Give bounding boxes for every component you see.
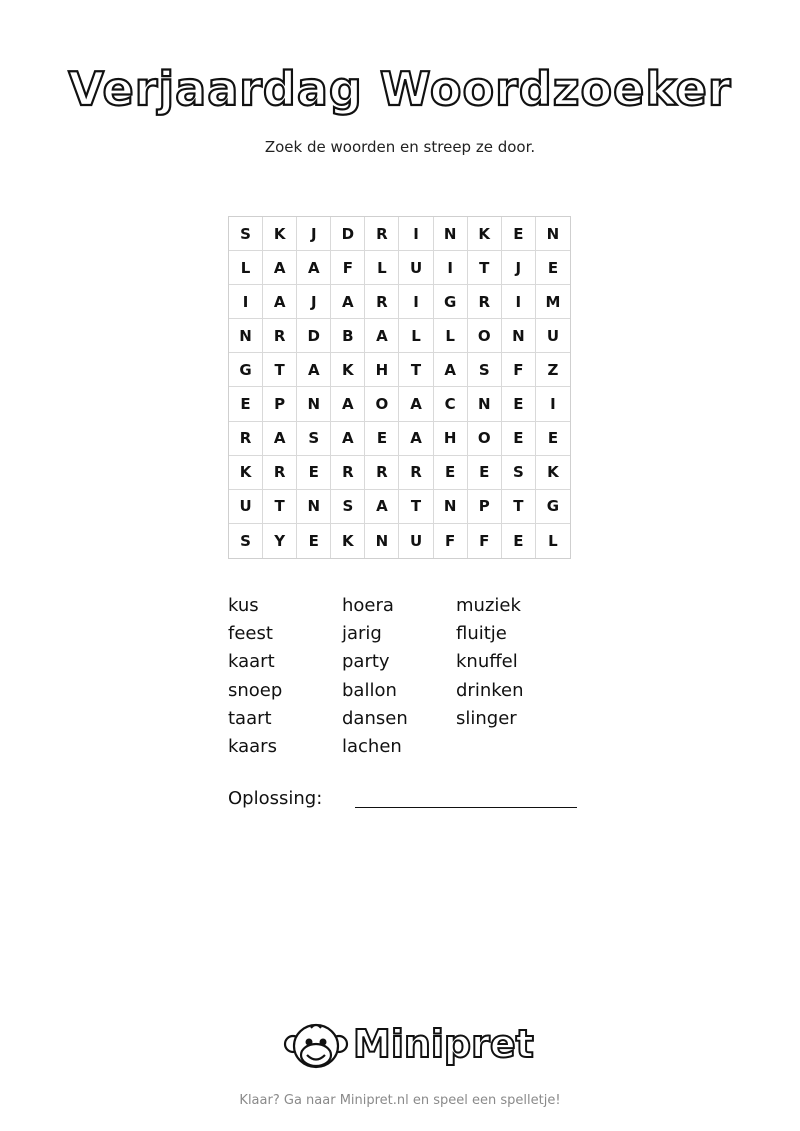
grid-cell: A (399, 387, 433, 421)
grid-cell: S (229, 524, 263, 558)
grid-cell: P (468, 490, 502, 524)
grid-cell: S (502, 456, 536, 490)
grid-cell: E (297, 524, 331, 558)
word-item: kaars (228, 736, 277, 758)
grid-cell: A (263, 251, 297, 285)
word-list (228, 592, 588, 761)
word-item: jarig (342, 623, 382, 645)
grid-cell: L (548, 531, 558, 550)
grid-cell: N (297, 490, 331, 524)
grid-cell: F (468, 524, 502, 558)
grid-cell: L (434, 319, 468, 353)
word-item: hoera (342, 595, 394, 616)
grid-cell: T (263, 490, 297, 524)
grid-cell: S (229, 217, 263, 251)
grid-cell: I (399, 285, 433, 319)
grid-cell: A (434, 353, 468, 387)
grid-cell: Y (263, 524, 297, 558)
grid-cell: S (331, 490, 365, 524)
grid-cell: K (331, 353, 365, 387)
grid-cell: R (365, 285, 399, 319)
grid-cell: T (263, 353, 297, 387)
grid-cell: D (297, 319, 331, 353)
page-title: Verjaardag Woordzoeker (68, 62, 732, 116)
word-item: taart (228, 707, 272, 729)
word-item: snoep (228, 679, 283, 701)
grid-cell: R (331, 456, 365, 490)
grid-cell: H (434, 422, 468, 456)
grid-cell: L (229, 251, 263, 285)
grid-cell: K (263, 217, 297, 251)
grid-cell: E (502, 387, 536, 421)
grid-cell: K (229, 456, 263, 490)
word-item: drinken (456, 679, 524, 701)
grid-cell: S (468, 353, 502, 387)
grid-cell: D (331, 217, 365, 251)
grid-cell: P (263, 387, 297, 421)
grid-cell: I (536, 387, 570, 421)
word-item: party (342, 651, 390, 673)
logo-text: Minipret (353, 1022, 534, 1066)
grid-cell: C (434, 387, 468, 421)
grid-cell: N (434, 490, 468, 524)
grid-cell: R (365, 217, 399, 251)
grid-cell: J (297, 217, 331, 251)
grid-cell: F (331, 251, 365, 285)
word-item: knuffel (456, 651, 518, 673)
grid-cell: K (331, 524, 365, 558)
monkey-icon (283, 1020, 349, 1076)
grid-cell: E (297, 456, 331, 490)
grid-cell: A (331, 422, 365, 456)
grid-cell: N (468, 387, 502, 421)
grid-cell: I (502, 285, 536, 319)
word-item: kus (228, 595, 259, 616)
grid-cell: O (468, 422, 502, 456)
grid-cell: E (502, 524, 536, 558)
word-item: lachen (342, 736, 402, 758)
grid-cell: N (365, 524, 399, 558)
grid-cell: I (229, 285, 263, 319)
minipret-logo (283, 1020, 534, 1076)
grid-cell: A (365, 319, 399, 353)
solution-answer-line (355, 807, 577, 808)
word-item: dansen (342, 707, 408, 729)
grid-cell: M (536, 285, 570, 319)
grid-cell: J (502, 251, 536, 285)
word-item: slinger (456, 707, 517, 729)
grid-cell: E (502, 217, 536, 251)
grid-cell: N (229, 319, 263, 353)
grid-cell: E (502, 422, 536, 456)
grid-cell: A (331, 387, 365, 421)
grid-cell: E (229, 387, 263, 421)
grid-cell: U (399, 524, 433, 558)
grid-cell: A (365, 490, 399, 524)
grid-cell: U (536, 319, 570, 353)
grid-cell: J (297, 285, 331, 319)
grid-cell: E (365, 422, 399, 456)
grid-cell: R (399, 456, 433, 490)
solution-label: Oplossing: (228, 788, 323, 809)
word-item: feest (228, 623, 273, 645)
grid-cell: L (365, 251, 399, 285)
grid-cell: E (468, 456, 502, 490)
word-item: ballon (342, 679, 397, 701)
instructions: Zoek de woorden en streep ze door. (264, 138, 536, 156)
grid-cell: G (434, 285, 468, 319)
word-item: muziek (456, 595, 521, 616)
word-placeholder (456, 733, 588, 761)
grid-cell: A (263, 285, 297, 319)
grid-cell: I (434, 251, 468, 285)
grid-cell: O (468, 319, 502, 353)
grid-cell: R (365, 456, 399, 490)
grid-cell: U (399, 251, 433, 285)
grid-cell: A (297, 353, 331, 387)
grid-cell: B (331, 319, 365, 353)
grid-cell: T (399, 353, 433, 387)
grid-cell: Z (536, 353, 570, 387)
grid-cell: G (536, 490, 570, 524)
word-item: kaart (228, 651, 275, 673)
grid-cell: E (536, 422, 570, 456)
grid-cell: N (297, 387, 331, 421)
grid-cell: E (434, 456, 468, 490)
grid-cell: U (229, 490, 263, 524)
grid-cell: A (263, 422, 297, 456)
grid-cell: H (365, 353, 399, 387)
grid-cell: L (399, 319, 433, 353)
grid-cell: R (229, 422, 263, 456)
grid-cell: F (502, 353, 536, 387)
grid-cell: K (468, 217, 502, 251)
footer-text: Klaar? Ga naar Minipret.nl en speel een spelletje! (239, 1093, 561, 1108)
word-item: fluitje (456, 623, 507, 645)
grid-cell: F (434, 524, 468, 558)
grid-cell: T (399, 490, 433, 524)
grid-cell: I (399, 217, 433, 251)
grid-cell: R (263, 319, 297, 353)
grid-cell: R (263, 456, 297, 490)
grid-cell: K (536, 456, 570, 490)
grid-cell: R (468, 285, 502, 319)
grid-cell: N (536, 217, 570, 251)
grid-cell: S (297, 422, 331, 456)
grid-cell: A (399, 422, 433, 456)
grid-cell: O (365, 387, 399, 421)
grid-cell: N (502, 319, 536, 353)
grid-cell: E (536, 251, 570, 285)
grid-cell: A (297, 251, 331, 285)
grid-cell: A (331, 285, 365, 319)
grid-cell: G (229, 353, 263, 387)
grid-cell: T (502, 490, 536, 524)
grid-cell: T (468, 251, 502, 285)
word-search-grid (228, 216, 571, 559)
grid-cell: N (434, 217, 468, 251)
